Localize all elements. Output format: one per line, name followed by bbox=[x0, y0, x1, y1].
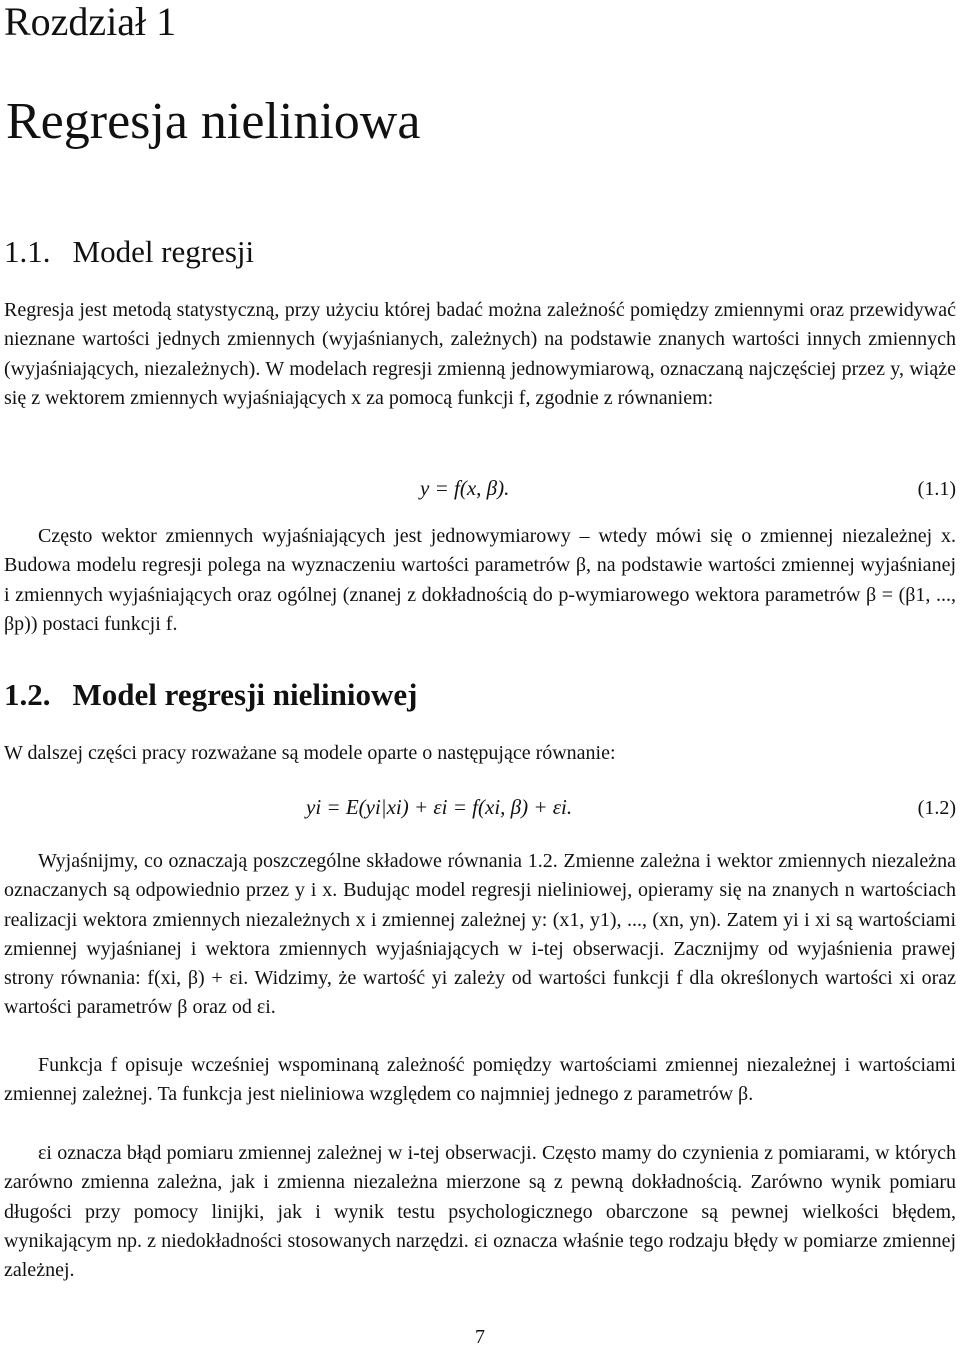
equation-label-1-2: (1.2) bbox=[917, 797, 956, 819]
section-heading-2 bbox=[4, 677, 417, 713]
paragraph-equation-intro: W dalszej części pracy rozważane są modele oparte o następujące równanie: bbox=[4, 742, 616, 764]
section-title: Model regresji bbox=[72, 234, 255, 269]
paragraph-intro: Regresja jest metodą statystyczną, przy użyciu której badać można zależność pomiędzy zmiennymi oraz przewidywać nieznane wartości jednych zmiennych (wyjaśnianych, zależnych) na podstawie znanych wartości innych zmiennych (wyjaśniających, niezależnych). W modelach regresji zmienną jednowymiarową, oznaczaną najczęściej przez y, wiąże się z wektorem zmiennych wyjaśniających x za pomocą funkcji f, zgodnie z równaniem: bbox=[4, 299, 956, 409]
equation-1-1: y = f(x, β). bbox=[420, 476, 510, 500]
paragraph-explanation: Wyjaśnijmy, co oznaczają poszczególne składowe równania 1.2. Zmienne zależna i wektor zmiennych niezależna oznaczanych są odpowiednio przez y i x. Budując model regresji nieliniowej, opieramy się na znanych n wartościach realizacji wektora zmiennych niezależnych x i zmiennej zależnej y: (x1, y1), ..., (xn, yn). Zatem yi i xi są wartościami zmiennej wyjaśnianej i wektora zmiennych wyjaśniających w i-tej obserwacji. Zacznijmy od wyjaśnienia prawej strony równania: f(xi, β) + εi. Widzimy, że wartość yi zależy od wartości funkcji f dla określonych wartości xi oraz wartości parametrów β oraz od εi. bbox=[4, 850, 956, 1019]
equation-1-2: yi = E(yi|xi) + εi = f(xi, β) + εi. bbox=[306, 795, 573, 819]
page-number: 7 bbox=[475, 1326, 485, 1348]
chapter-title: Regresja nieliniowa bbox=[6, 93, 421, 150]
equation-label-1-1: (1.1) bbox=[917, 478, 956, 500]
section-number: 1.1. bbox=[4, 234, 51, 269]
chapter-label: Rozdział 1 bbox=[4, 0, 177, 44]
paragraph-model-construction: Często wektor zmiennych wyjaśniających jest jednowymiarowy – wtedy mówi się o zmiennej niezależnej x. Budowa modelu regresji polega na wyznaczeniu wartości parametrów β, na podstawie wartości zmiennej wyjaśnianej i zmiennych wyjaśniających oraz ogólnej (znanej z dokładnością do p-wymiarowego wektora parametrów β = (β1, ..., βp)) postaci funkcji f. bbox=[4, 525, 956, 635]
paragraph-function-f: Funkcja f opisuje wcześniej wspominaną zależność pomiędzy wartościami zmiennej niezależnej i wartościami zmiennej zależnej. Ta funkcja jest nieliniowa względem co najmniej jednego z parametrów β. bbox=[4, 1054, 956, 1106]
paragraph-error-term: εi oznacza błąd pomiaru zmiennej zależnej w i-tej obserwacji. Często mamy do czynienia z pomiarami, w których zarówno zmienna zależna, jak i zmienna niezależna mierzone są z pewną dokładnością. Zarówno wynik pomiaru długości przy pomocy linijki, jak i wynik testu psychologicznego obarczone są pewnej wielkości błędem, wynikającym np. z niedokładności stosowanych narzędzi. εi oznacza właśnie tego rodzaju błędy w pomiarze zmiennej zależnej. bbox=[4, 1142, 956, 1282]
section-title: Model regresji nieliniowej bbox=[72, 677, 418, 712]
section-number: 1.2. bbox=[4, 677, 51, 712]
section-heading-1 bbox=[4, 234, 254, 270]
